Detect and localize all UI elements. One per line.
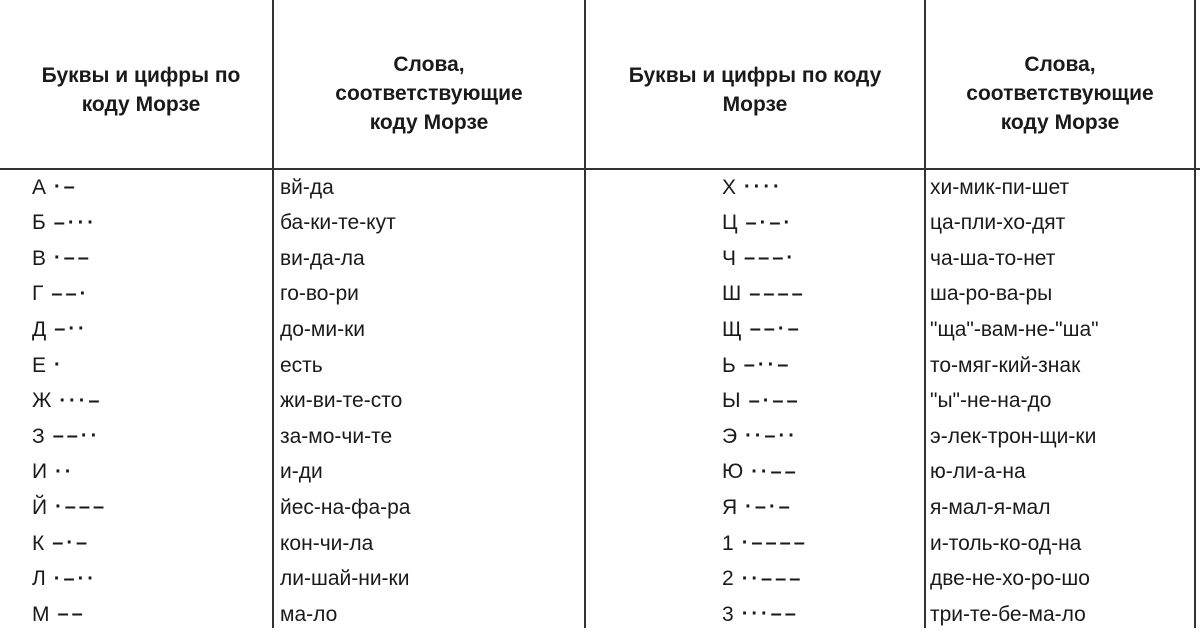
left-morse-code: ·––– bbox=[55, 496, 108, 519]
left-symbol: М bbox=[32, 602, 50, 626]
right-symbol: Ь bbox=[722, 353, 736, 377]
right-mnemonic-word: ю-ли-а-на bbox=[930, 460, 1026, 484]
right-morse-code: ···–– bbox=[741, 603, 799, 626]
right-mnemonic-word: и-толь-ко-од-на bbox=[930, 531, 1082, 555]
left-morse-code: ––·· bbox=[52, 425, 101, 448]
left-symbol: А bbox=[32, 175, 47, 199]
right-morse-code: ·–·– bbox=[745, 496, 793, 519]
right-symbol-cell bbox=[722, 348, 791, 383]
left-morse-code: ·· bbox=[55, 460, 75, 483]
left-symbol-cell bbox=[32, 170, 78, 205]
right-symbol: Х bbox=[722, 175, 737, 199]
right-symbol: Ы bbox=[722, 389, 741, 413]
header-right-words: Слова, соответствующие коду Морзе bbox=[966, 52, 1154, 134]
left-morse-code: ––· bbox=[51, 282, 90, 305]
left-symbol-cell bbox=[32, 455, 74, 490]
left-mnemonic-word: ли-шай-ни-ки bbox=[280, 567, 410, 591]
right-symbol: Ю bbox=[722, 460, 744, 484]
left-symbol: Л bbox=[32, 567, 46, 591]
right-morse-code: ··–– bbox=[751, 460, 799, 483]
left-symbol-cell bbox=[32, 206, 97, 241]
left-mnemonic-word: за-мо-чи-те bbox=[280, 424, 393, 448]
left-morse-code: ·– bbox=[54, 176, 78, 198]
left-morse-code: –·– bbox=[52, 532, 91, 554]
right-mnemonic-word: "ы"-не-на-до bbox=[930, 389, 1052, 413]
left-morse-code: –··· bbox=[53, 211, 97, 234]
left-mnemonic-word: жи-ви-те-сто bbox=[280, 389, 403, 413]
right-morse-code: ––·– bbox=[749, 318, 802, 341]
left-morse-code: ·–– bbox=[54, 247, 92, 270]
left-symbol-cell bbox=[32, 490, 107, 525]
right-mnemonic-word: две-не-хо-ро-шо bbox=[930, 567, 1090, 591]
right-symbol: Я bbox=[722, 495, 738, 519]
left-symbol-cell bbox=[32, 597, 86, 632]
right-symbol-cell bbox=[722, 241, 796, 276]
left-morse-code: ···– bbox=[59, 389, 103, 412]
right-mnemonic-word: то-мяг-кий-знак bbox=[930, 353, 1081, 377]
right-mnemonic-word: хи-мик-пи-шет bbox=[930, 175, 1070, 199]
left-symbol-cell bbox=[32, 562, 97, 597]
right-symbol-cell bbox=[722, 312, 802, 347]
left-symbol: В bbox=[32, 246, 47, 270]
right-symbol-cell bbox=[722, 206, 793, 241]
right-morse-code: –––· bbox=[744, 247, 797, 270]
left-mnemonic-word: вй-да bbox=[280, 175, 334, 199]
left-mnemonic-word: ба-ки-те-кут bbox=[280, 211, 396, 235]
right-symbol-cell bbox=[722, 419, 798, 454]
right-morse-code: ··–·· bbox=[745, 425, 798, 448]
left-mnemonic-word: ви-да-ла bbox=[280, 246, 365, 270]
header-left-words: Слова, соответствующие коду Морзе bbox=[335, 52, 523, 134]
header-right-symbols: Буквы и цифры по коду Морзе bbox=[628, 64, 882, 116]
left-symbol: Б bbox=[32, 211, 46, 235]
right-mnemonic-word: ца-пли-хо-дят bbox=[930, 211, 1066, 235]
right-symbol-cell bbox=[722, 562, 803, 597]
left-symbol-cell bbox=[32, 526, 90, 561]
right-symbol: Ч bbox=[722, 246, 736, 270]
right-mnemonic-word: я-мал-я-мал bbox=[930, 495, 1051, 519]
left-symbol: Д bbox=[32, 317, 47, 341]
right-symbol: Ц bbox=[722, 211, 738, 235]
left-morse-code: –– bbox=[57, 603, 86, 626]
left-mnemonic-word: ма-ло bbox=[280, 602, 338, 626]
right-symbol-cell bbox=[722, 526, 808, 561]
left-morse-code: –·· bbox=[54, 318, 88, 341]
right-symbol-cell bbox=[722, 597, 799, 632]
left-symbol-cell bbox=[32, 312, 88, 347]
left-symbol-cell bbox=[32, 348, 64, 383]
right-symbol: Щ bbox=[722, 317, 742, 341]
left-symbol: Г bbox=[32, 282, 44, 306]
left-mnemonic-word: есть bbox=[280, 353, 323, 377]
left-symbol: И bbox=[32, 460, 48, 484]
left-symbol: К bbox=[32, 531, 45, 555]
right-mnemonic-word: три-те-бе-ма-ло bbox=[930, 602, 1086, 626]
left-mnemonic-word: и-ди bbox=[280, 460, 323, 484]
right-morse-code: –––– bbox=[749, 282, 806, 305]
right-morse-code: ··––– bbox=[741, 567, 804, 590]
right-mnemonic-word: ша-ро-ва-ры bbox=[930, 282, 1053, 306]
left-symbol: З bbox=[32, 424, 45, 448]
right-symbol-cell bbox=[722, 384, 801, 419]
header-left-symbols: Буквы и цифры по коду Морзе bbox=[41, 64, 241, 116]
right-symbol-cell bbox=[722, 490, 793, 525]
right-symbol: 2 bbox=[722, 567, 734, 591]
left-morse-code: · bbox=[54, 354, 64, 376]
left-symbol: Ж bbox=[32, 389, 52, 413]
right-morse-code: ·–––– bbox=[741, 532, 808, 554]
right-morse-code: –··– bbox=[743, 354, 792, 376]
right-mnemonic-word: э-лек-трон-щи-ки bbox=[930, 424, 1097, 448]
right-symbol: Э bbox=[722, 424, 738, 448]
left-symbol-cell bbox=[32, 277, 89, 312]
left-mnemonic-word: кон-чи-ла bbox=[280, 531, 374, 555]
right-mnemonic-word: "ща"-вам-не-"ша" bbox=[930, 317, 1099, 341]
left-mnemonic-word: йес-на-фа-ра bbox=[280, 495, 411, 519]
left-symbol: Е bbox=[32, 353, 47, 377]
left-symbol: Й bbox=[32, 495, 48, 519]
right-symbol: 3 bbox=[722, 602, 734, 626]
right-symbol: Ш bbox=[722, 282, 742, 306]
left-symbol-cell bbox=[32, 384, 103, 419]
left-symbol-cell bbox=[32, 419, 100, 454]
column-divider-right bbox=[1194, 0, 1196, 628]
right-symbol-cell bbox=[722, 170, 783, 205]
left-mnemonic-word: го-во-ри bbox=[280, 282, 359, 306]
right-morse-code: –·–– bbox=[748, 389, 801, 412]
right-morse-code: –·–· bbox=[745, 211, 794, 234]
right-morse-code: ···· bbox=[744, 176, 783, 198]
right-symbol-cell bbox=[722, 455, 799, 490]
right-symbol-cell bbox=[722, 277, 806, 312]
right-mnemonic-word: ча-ша-то-нет bbox=[930, 246, 1056, 270]
left-morse-code: ·–·· bbox=[53, 567, 97, 590]
right-symbol: 1 bbox=[722, 531, 734, 555]
left-symbol-cell bbox=[32, 241, 92, 276]
left-mnemonic-word: до-ми-ки bbox=[280, 317, 366, 341]
